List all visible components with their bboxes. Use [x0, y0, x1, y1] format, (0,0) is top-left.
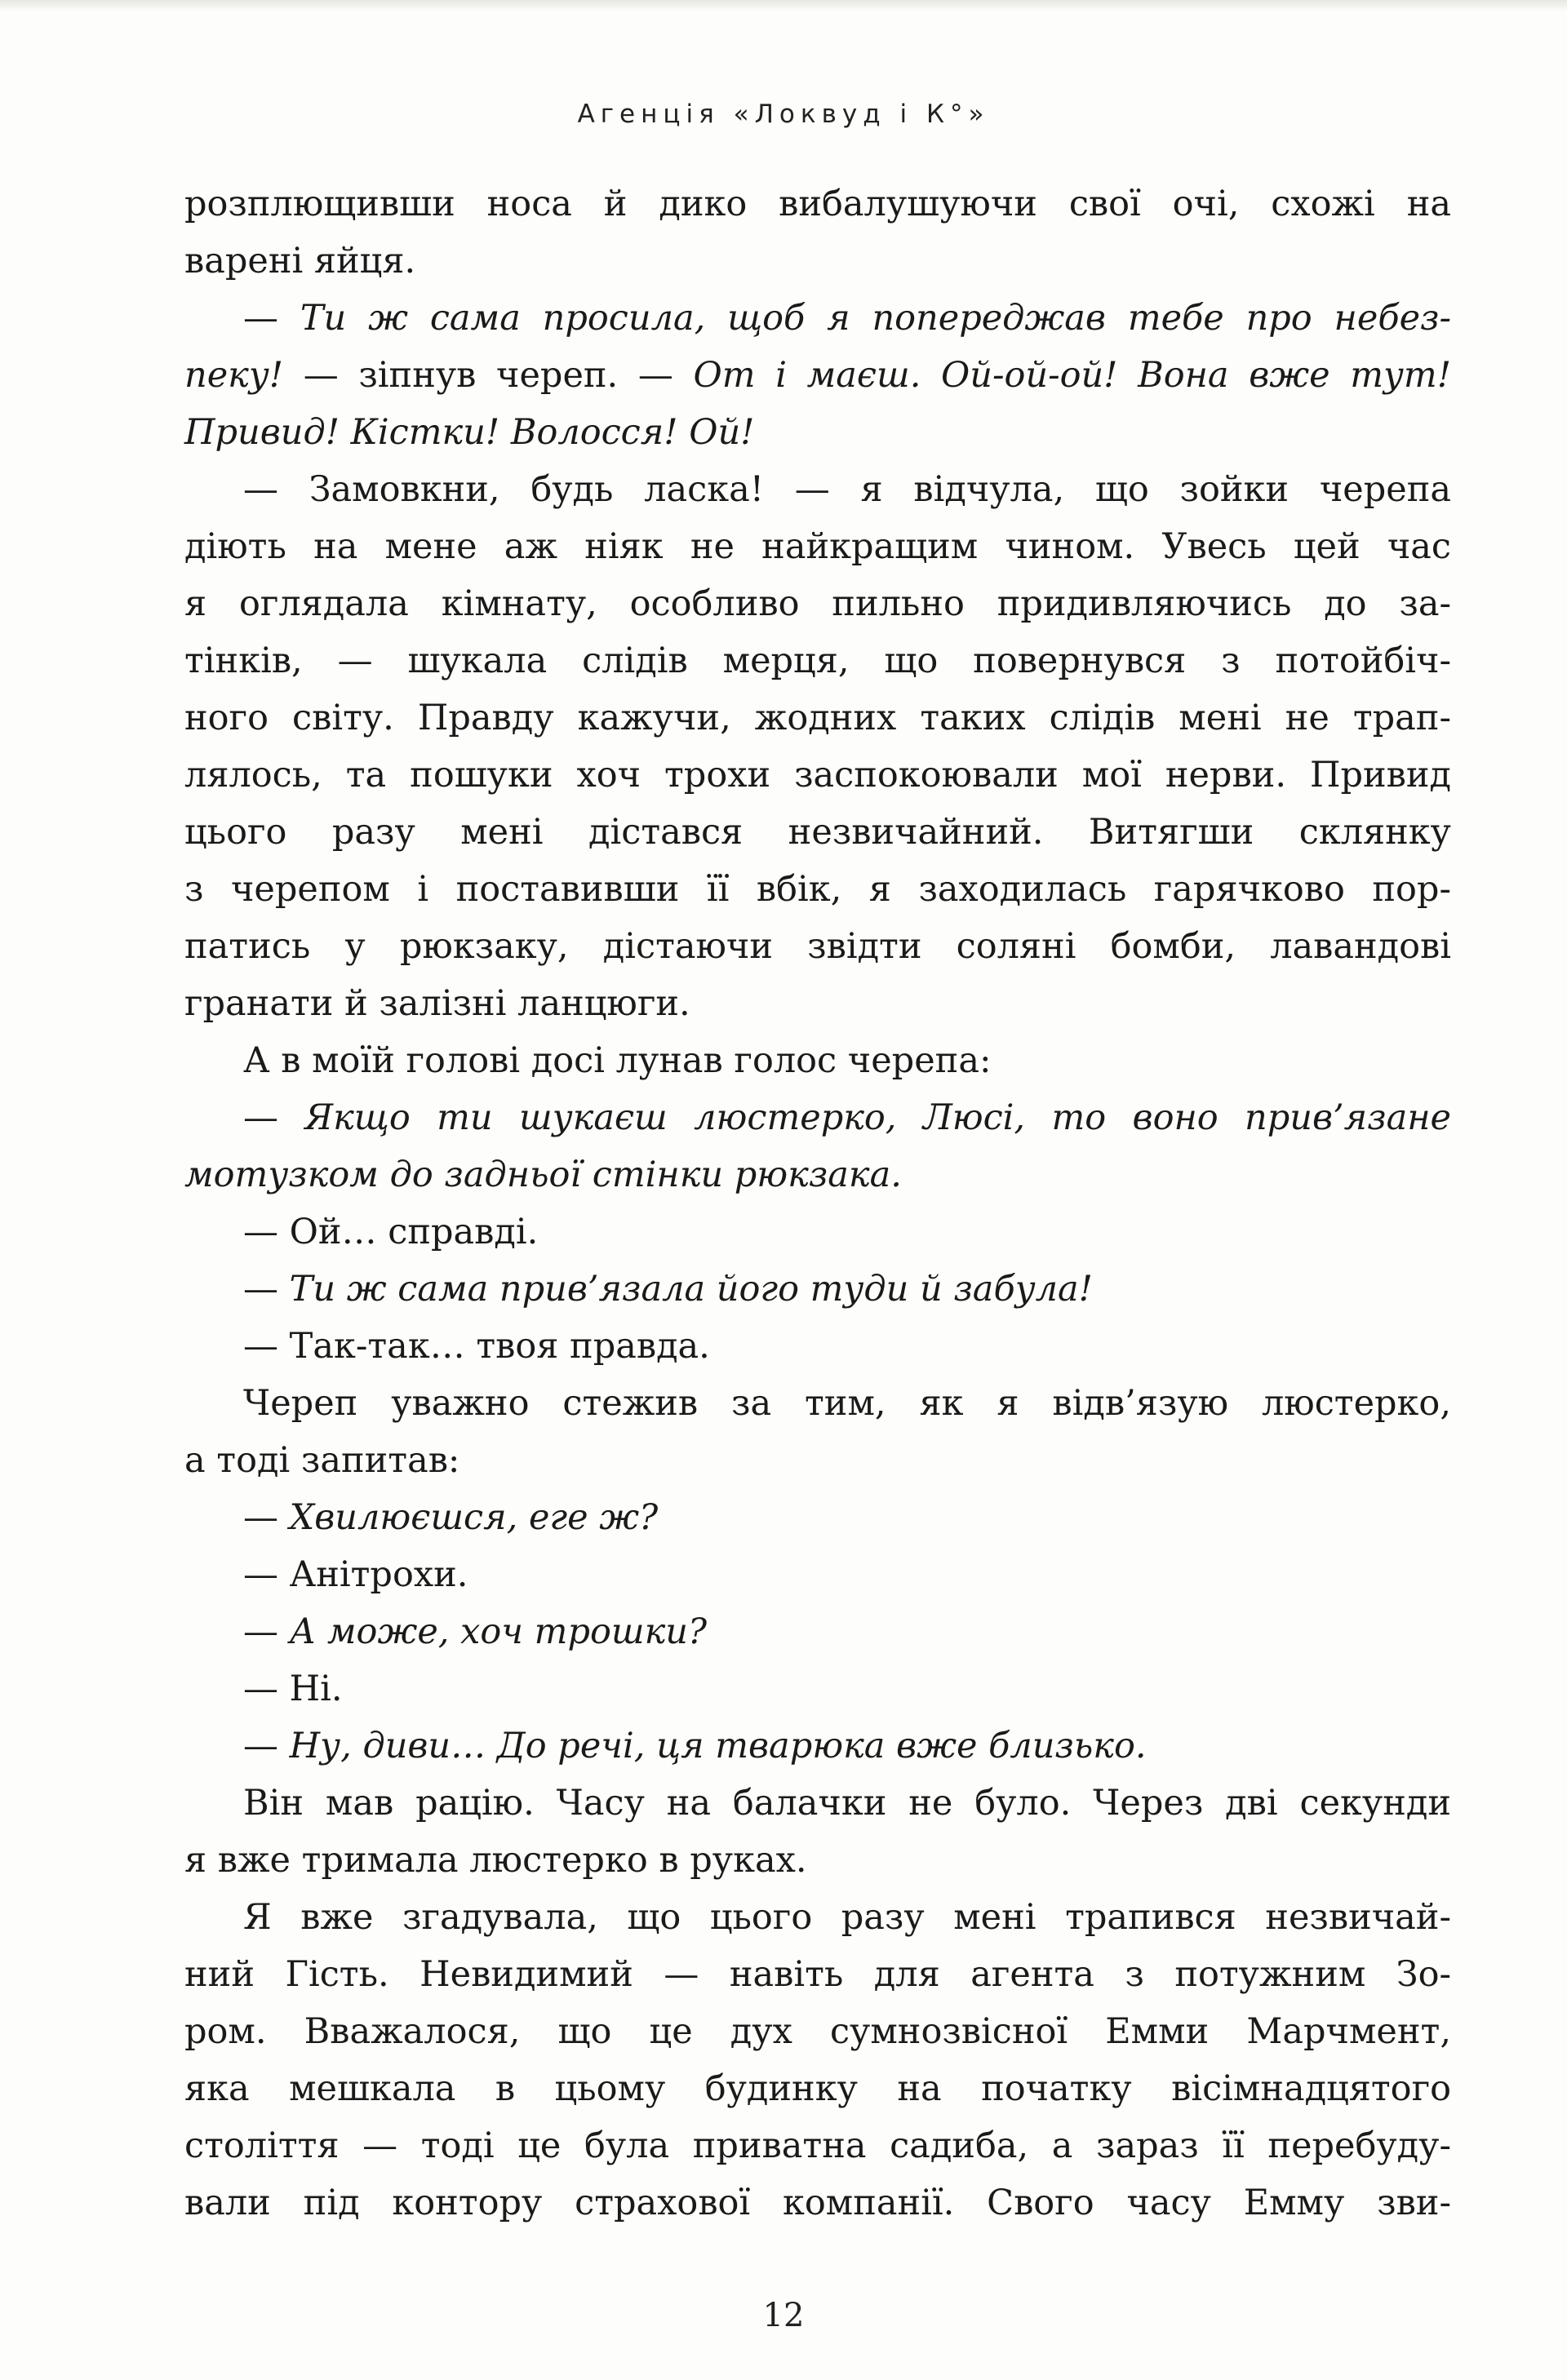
text-segment: — Ні.	[243, 1669, 343, 1709]
text-segment: я вже тримала люстерко в руках.	[184, 1840, 807, 1881]
text-segment: століття — тоді це була приватна садиба, а зараз її перебуду-	[184, 2125, 1451, 2166]
text-segment: вали під контору страхової компанії. Свого часу Емму зви-	[184, 2183, 1451, 2223]
italic-text: Ну, диви… До речі, ця тварюка вже близько.	[289, 1726, 1147, 1766]
text-line	[184, 1832, 1451, 1889]
text-line	[184, 175, 1451, 233]
text-segment: ний Гість. Невидимий — навіть для агента з потужним Зо-	[184, 1954, 1451, 1995]
text-segment: —	[243, 1726, 290, 1766]
italic-text: Хвилюєшся, еге ж?	[289, 1497, 659, 1538]
text-line	[184, 747, 1451, 804]
body-text	[184, 175, 1451, 2232]
text-line	[184, 804, 1451, 861]
text-line	[184, 1717, 1451, 1775]
text-segment: я оглядала кімнату, особливо пильно придивляючись до за-	[184, 583, 1451, 624]
text-line	[184, 1203, 1451, 1261]
text-line	[184, 1775, 1451, 1832]
italic-text: Ти ж сама прив’язала його туди й забула!	[289, 1269, 1093, 1310]
text-line	[184, 1660, 1451, 1717]
text-line	[184, 1032, 1451, 1089]
text-line	[184, 575, 1451, 632]
text-line	[184, 1546, 1451, 1603]
italic-text: пеку!	[184, 355, 304, 396]
text-segment: варені яйця.	[184, 241, 416, 281]
text-line	[184, 2174, 1451, 2232]
italic-text: Якщо ти шукаєш люстерко, Люсі, то воно прив’язане	[304, 1097, 1451, 1138]
text-segment: гранати й залізні ланцюги.	[184, 983, 690, 1024]
text-segment: Череп уважно стежив за тим, як я відв’язую люстерко,	[243, 1383, 1451, 1424]
text-segment: патись у рюкзаку, дістаючи звідти соляні бомби, лавандові	[184, 926, 1451, 967]
page-number: 12	[762, 2297, 805, 2334]
text-segment: Він мав рацію. Часу на балачки не було. Через дві секунди	[243, 1783, 1451, 1824]
text-line	[184, 1318, 1451, 1375]
text-segment: яка мешкала в цьому будинку на початку вісімнадцятого	[184, 2068, 1451, 2109]
text-line	[184, 918, 1451, 975]
text-line	[184, 461, 1451, 518]
text-line	[184, 1375, 1451, 1432]
text-segment: — Замовкни, будь ласка! — я відчула, що зойки черепа	[243, 469, 1451, 510]
text-line	[184, 861, 1451, 918]
italic-text: Ти ж сама просила, щоб я попереджав тебе про небез-	[300, 298, 1451, 339]
text-segment: А в моїй голові досі лунав голос черепа:	[243, 1040, 992, 1081]
text-segment: —	[243, 298, 300, 339]
text-segment: —	[243, 1611, 290, 1652]
text-line	[184, 2060, 1451, 2117]
text-line	[184, 1603, 1451, 1660]
text-segment: лялось, та пошуки хоч трохи заспокоювали мої нерви. Привид	[184, 755, 1451, 796]
text-segment: діють на мене аж ніяк не найкращим чином. Увесь цей час	[184, 526, 1451, 567]
italic-text: Привид! Кістки! Волосся! Ой!	[184, 412, 755, 453]
text-segment: — Ой… справді.	[243, 1212, 539, 1252]
text-line	[184, 1089, 1451, 1146]
text-segment: —	[243, 1097, 305, 1138]
page-top-edge	[0, 0, 1567, 11]
text-segment: Я вже згадувала, що цього разу мені трапився незвичай-	[243, 1897, 1451, 1938]
italic-text: От і маєш. Ой-ой-ой! Вона вже тут!	[693, 355, 1451, 396]
text-segment: — Анітрохи.	[243, 1554, 468, 1595]
text-line	[184, 290, 1451, 347]
text-line	[184, 233, 1451, 290]
text-line	[184, 1261, 1451, 1318]
text-segment: а тоді запитав:	[184, 1440, 460, 1481]
text-segment: тінків, — шукала слідів мерця, що повернувся з потойбіч-	[184, 640, 1451, 681]
italic-text: мотузком до задньої стінки рюкзака.	[184, 1155, 902, 1195]
text-line	[184, 1432, 1451, 1489]
running-header: Агенція «Локвуд і К°»	[577, 100, 990, 129]
text-line	[184, 2117, 1451, 2174]
text-segment: ного світу. Правду кажучи, жодних таких слідів мені не трап-	[184, 698, 1451, 738]
text-segment: розплющивши носа й дико вибалушуючи свої очі, схожі на	[184, 184, 1451, 224]
text-line	[184, 518, 1451, 575]
text-segment: цього разу мені дістався незвичайний. Витягши склянку	[184, 812, 1451, 853]
text-segment: ром. Вважалося, що це дух сумнозвісної Емми Марчмент,	[184, 2011, 1451, 2052]
text-segment: — зіпнув череп. —	[303, 355, 694, 396]
text-line	[184, 1146, 1451, 1203]
text-line	[184, 1889, 1451, 1946]
text-segment: —	[243, 1497, 290, 1538]
italic-text: А може, хоч трошки?	[289, 1611, 708, 1652]
text-line	[184, 1946, 1451, 2003]
text-line	[184, 347, 1451, 404]
text-line	[184, 689, 1451, 747]
text-line	[184, 404, 1451, 461]
text-line	[184, 1489, 1451, 1546]
text-line	[184, 2003, 1451, 2060]
text-segment: — Так-так… твоя правда.	[243, 1326, 710, 1367]
text-segment: з черепом і поставивши її вбік, я заходилась гарячково пор-	[184, 869, 1451, 910]
text-line	[184, 975, 1451, 1032]
text-line	[184, 632, 1451, 689]
text-segment: —	[243, 1269, 290, 1310]
